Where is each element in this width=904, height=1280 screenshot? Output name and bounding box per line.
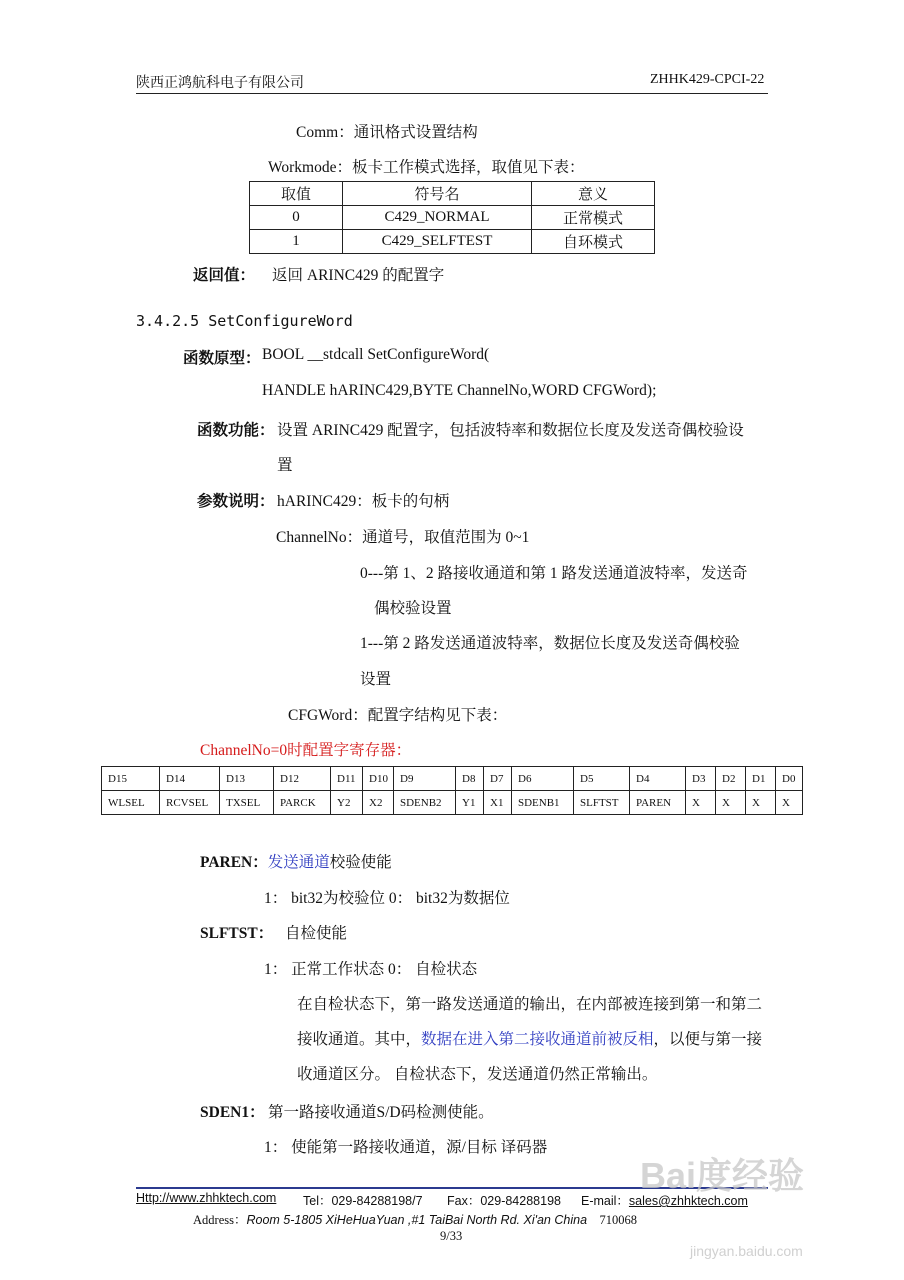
bit-cell: D8 xyxy=(456,767,484,791)
footer-postcode: 710068 xyxy=(599,1213,638,1227)
table-row xyxy=(250,230,655,254)
register-title: ChannelNo=0时配置字寄存器： xyxy=(200,742,412,759)
table-row xyxy=(250,206,655,230)
footer-email-label: E-mail： xyxy=(581,1194,629,1208)
paren-text-rest: 校验使能 xyxy=(329,854,392,871)
bit-cell: D15 xyxy=(102,767,160,791)
bit-cell: D3 xyxy=(686,767,716,791)
cfg-line: CFGWord：配置字结构见下表： xyxy=(288,707,508,724)
func-label: 函数功能： xyxy=(197,422,275,439)
footer-tel: Tel：029-84288198/7 xyxy=(303,1194,423,1208)
bit-cell: D4 xyxy=(630,767,686,791)
section-title: 3.4.2.5 SetConfigureWord xyxy=(136,312,353,330)
name-cell: X xyxy=(716,791,746,815)
ch0-line-1: 0---第 1、2 路接收通道和第 1 路发送通道波特率，发送奇 xyxy=(360,565,748,582)
footer-address-line xyxy=(193,1210,637,1228)
bit-cell: D10 xyxy=(363,767,394,791)
return-label: 返回值： xyxy=(193,267,256,284)
table-cell: 正常模式 xyxy=(532,206,655,230)
slftst-para-2b: ，以便与第一接 xyxy=(653,1031,763,1048)
name-cell: Y1 xyxy=(456,791,484,815)
footer-fax: Fax：029-84288198 xyxy=(447,1194,561,1208)
header-company: 陕西正鸿航科电子有限公司 xyxy=(136,76,304,91)
bit-cell: D13 xyxy=(220,767,274,791)
ch1-line-1: 1---第 2 路发送通道波特率，数据位长度及发送奇偶校验 xyxy=(360,635,740,652)
bit-cell: D14 xyxy=(160,767,220,791)
table-header-cell: 符号名 xyxy=(343,182,532,206)
ch0-line-2: 偶校验设置 xyxy=(374,600,452,617)
return-text: 返回 ARINC429 的配置字 xyxy=(272,267,445,284)
bit-cell: D9 xyxy=(394,767,456,791)
name-cell: Y2 xyxy=(331,791,363,815)
ch1-line-2: 设置 xyxy=(360,671,392,688)
name-cell: TXSEL xyxy=(220,791,274,815)
table-cell: C429_SELFTEST xyxy=(343,230,532,254)
slftst-detail: 1： 正常工作状态 0： 自检状态 xyxy=(264,961,478,978)
paren-text-blue: 发送通道 xyxy=(267,854,330,871)
name-cell: WLSEL xyxy=(102,791,160,815)
bit-cell: D6 xyxy=(512,767,574,791)
slftst-para-2-blue: 数据在进入第二接收通道前被反相 xyxy=(421,1031,654,1048)
param-handle: hARINC429：板卡的句柄 xyxy=(277,493,450,510)
footer-url-link[interactable]: Http://www.zhhktech.com xyxy=(136,1191,277,1205)
proto-label: 函数原型： xyxy=(183,350,261,367)
paren-line xyxy=(200,850,392,872)
slftst-para-3: 收通道区分。 自检状态下，发送通道仍然正常输出。 xyxy=(297,1066,658,1083)
table-cell: 1 xyxy=(250,230,343,254)
sden1-detail: 1： 使能第一路接收通道，源/目标 译码器 xyxy=(264,1139,548,1156)
table-cell: 自环模式 xyxy=(532,230,655,254)
name-cell: X xyxy=(776,791,803,815)
comm-line: Comm：通讯格式设置结构 xyxy=(296,124,478,141)
table-header-cell: 取值 xyxy=(250,182,343,206)
bit-cell: D12 xyxy=(274,767,331,791)
table-header-row xyxy=(250,182,655,206)
param-label: 参数说明： xyxy=(197,493,275,510)
page-number: 9/33 xyxy=(440,1229,463,1243)
bit-cell: D1 xyxy=(746,767,776,791)
sden1-label: SDEN1： xyxy=(200,1104,265,1121)
name-cell: PARCK xyxy=(274,791,331,815)
table-header-cell: 意义 xyxy=(532,182,655,206)
register-bit-row xyxy=(102,767,803,791)
bit-cell: D2 xyxy=(716,767,746,791)
slftst-para-2 xyxy=(297,1027,762,1049)
bit-cell: D7 xyxy=(484,767,512,791)
footer-address: Room 5-1805 XiHeHuaYuan ,#1 TaiBai North Rd. Xi'an China xyxy=(246,1213,588,1227)
slftst-para-2a: 接收通道。其中， xyxy=(297,1031,422,1048)
register-table xyxy=(101,766,803,815)
watermark-url: jingyan.baidu.com xyxy=(690,1243,803,1259)
sden1-text: 第一路接收通道S/D码检测使能。 xyxy=(268,1104,494,1121)
workmode-line: Workmode：板卡工作模式选择，取值见下表： xyxy=(268,159,585,176)
footer-address-label: Address： xyxy=(193,1213,247,1227)
bit-cell: D5 xyxy=(574,767,630,791)
func-line-2: 置 xyxy=(277,457,293,474)
slftst-label: SLFTST： xyxy=(200,925,274,942)
paren-label: PAREN： xyxy=(200,854,268,871)
proto-line-2: HANDLE hARINC429,BYTE ChannelNo,WORD CFGWord); xyxy=(262,382,657,399)
bit-cell: D11 xyxy=(331,767,363,791)
register-name-row xyxy=(102,791,803,815)
param-channel: ChannelNo：通道号，取值范围为 0~1 xyxy=(276,529,530,546)
slftst-text: 自检使能 xyxy=(285,925,348,942)
name-cell: X1 xyxy=(484,791,512,815)
header-divider xyxy=(136,93,768,94)
proto-line-1: BOOL __stdcall SetConfigureWord( xyxy=(262,346,490,363)
bit-cell: D0 xyxy=(776,767,803,791)
name-cell: X xyxy=(746,791,776,815)
mode-table xyxy=(249,181,655,254)
slftst-para-1: 在自检状态下，第一路发送通道的输出，在内部被连接到第一和第二 xyxy=(297,996,763,1013)
name-cell: RCVSEL xyxy=(160,791,220,815)
func-line-1: 设置 ARINC429 配置字，包括波特率和数据位长度及发送奇偶校验设 xyxy=(277,422,744,439)
name-cell: PAREN xyxy=(630,791,686,815)
name-cell: SDENB1 xyxy=(512,791,574,815)
watermark-brand: Bai度经验 xyxy=(640,1155,805,1196)
header-doc-id: ZHHK429-CPCI-22 xyxy=(650,72,765,87)
table-cell: 0 xyxy=(250,206,343,230)
name-cell: X2 xyxy=(363,791,394,815)
footer-email-link[interactable]: sales@zhhktech.com xyxy=(628,1194,748,1208)
table-cell: C429_NORMAL xyxy=(343,206,532,230)
name-cell: X xyxy=(686,791,716,815)
name-cell: SLFTST xyxy=(574,791,630,815)
name-cell: SDENB2 xyxy=(394,791,456,815)
paren-detail: 1： bit32为校验位 0： bit32为数据位 xyxy=(264,890,510,907)
